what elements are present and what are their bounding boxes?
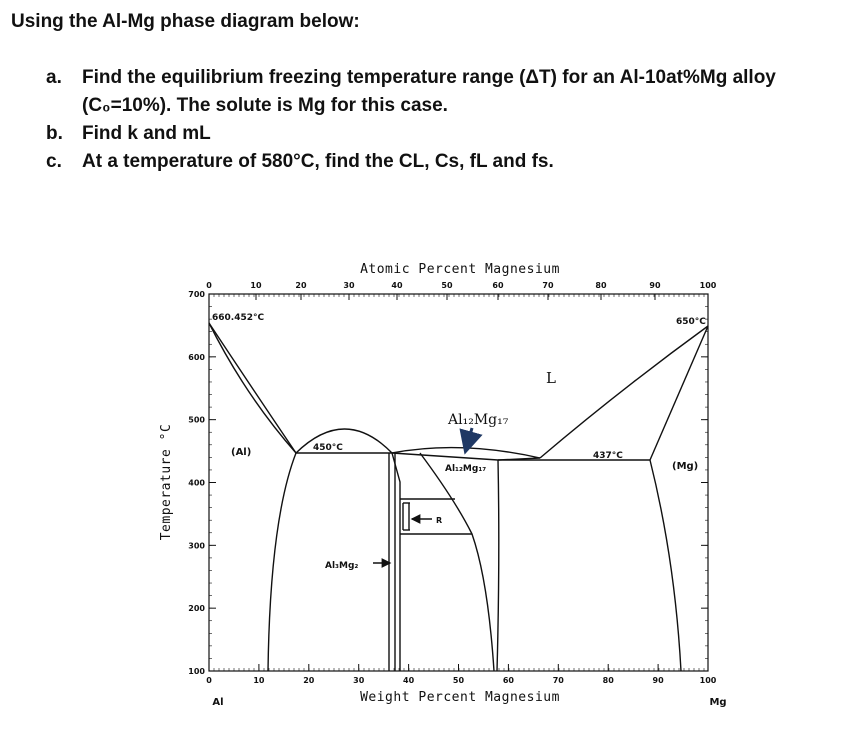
question-a-letter: a. <box>46 67 62 88</box>
top-tick-label: 30 <box>343 281 355 290</box>
top-tick-label: 90 <box>649 281 661 290</box>
al12mg17-left-boundary <box>420 453 494 671</box>
question-b-line1: Find k and mL <box>82 123 211 144</box>
r-phase-left-line <box>392 453 400 671</box>
y-tick-label: 200 <box>188 604 205 614</box>
element-label-al: Al <box>212 697 224 708</box>
al-solvus-line <box>268 453 296 671</box>
top-tick-label: 100 <box>699 281 717 290</box>
question-b-letter: b. <box>46 123 63 144</box>
al12mg17-right-boundary <box>497 460 499 671</box>
bottom-tick-label: 40 <box>403 676 415 685</box>
al12mg17-arrow <box>467 428 472 446</box>
page-title: Using the Al-Mg phase diagram below: <box>11 11 360 32</box>
mg-solvus-line <box>650 460 681 671</box>
question-a-line2: (C₀=10%). The solute is Mg for this case. <box>82 95 448 116</box>
y-tick-label: 400 <box>188 478 205 488</box>
al-melting-label: 660.452°C <box>212 313 265 323</box>
top-tick-label: 70 <box>542 281 554 290</box>
bottom-axis-title: Weight Percent Magnesium <box>360 690 560 705</box>
bottom-tick-label: 90 <box>652 676 664 685</box>
y-tick-label: 100 <box>188 667 205 676</box>
bottom-tick-label: 10 <box>253 676 265 685</box>
bottom-tick-label: 20 <box>303 676 315 685</box>
bottom-tick-label: 60 <box>502 676 514 685</box>
al12mg17-top-label: Al₁₂Mg₁₇ <box>448 412 509 428</box>
question-c-letter: c. <box>46 151 62 172</box>
top-tick-label: 40 <box>391 281 403 290</box>
question-c-line1: At a temperature of 580°C, find the CL, Cs, fL and fs. <box>82 151 554 172</box>
bottom-tick-label: 30 <box>353 676 365 685</box>
mid-liquidus-line <box>296 429 392 453</box>
element-label-mg: Mg <box>709 697 727 708</box>
al12mg17-eutectic-line <box>392 453 498 460</box>
al-phase-label: (Al) <box>231 447 252 458</box>
mg-phase-label: (Mg) <box>672 461 699 472</box>
top-tick-label: 20 <box>295 281 307 290</box>
bottom-tick-label: 70 <box>552 676 564 685</box>
top-tick-label: 10 <box>250 281 262 290</box>
eutectic-right-label: 437°C <box>593 451 623 461</box>
y-tick-label: 600 <box>188 352 205 362</box>
bottom-axis-ticks <box>206 664 717 685</box>
plot-frame <box>209 294 708 671</box>
bottom-tick-label: 50 <box>452 676 465 685</box>
top-tick-label: 60 <box>492 281 504 290</box>
liquid-label: L <box>546 369 556 387</box>
mg-liquidus-line <box>540 326 708 458</box>
top-axis-ticks <box>206 281 717 671</box>
y-tick-label: 300 <box>188 541 205 551</box>
al12mg17-inner-label: Al₁₂Mg₁₇ <box>445 464 487 474</box>
mg-solidus-line <box>650 326 708 460</box>
y-axis-title: Temperature °C <box>159 423 174 541</box>
bottom-tick-label: 0 <box>206 676 212 685</box>
al3mg2-label: Al₃Mg₂ <box>325 561 359 571</box>
top-tick-label: 0 <box>206 281 212 290</box>
top-axis-title: Atomic Percent Magnesium <box>360 262 560 277</box>
mg-melting-label: 650°C <box>676 317 706 327</box>
y-tick-label: 700 <box>188 290 205 299</box>
bottom-tick-label: 100 <box>699 676 717 685</box>
al-liquidus-line <box>209 323 296 453</box>
eutectic-left-label: 450°C <box>313 443 343 453</box>
r-phase-label: R <box>436 516 443 525</box>
top-tick-label: 50 <box>441 281 453 290</box>
phase-boundaries <box>209 323 708 671</box>
bottom-tick-label: 80 <box>602 676 614 685</box>
y-axis-ticks <box>188 290 708 676</box>
al12mg17-dome-line <box>392 448 540 458</box>
question-a-line1: Find the equilibrium freezing temperature range (ΔT) for an Al-10at%Mg alloy <box>82 67 776 88</box>
y-tick-label: 500 <box>188 415 205 425</box>
top-tick-label: 80 <box>595 281 607 290</box>
